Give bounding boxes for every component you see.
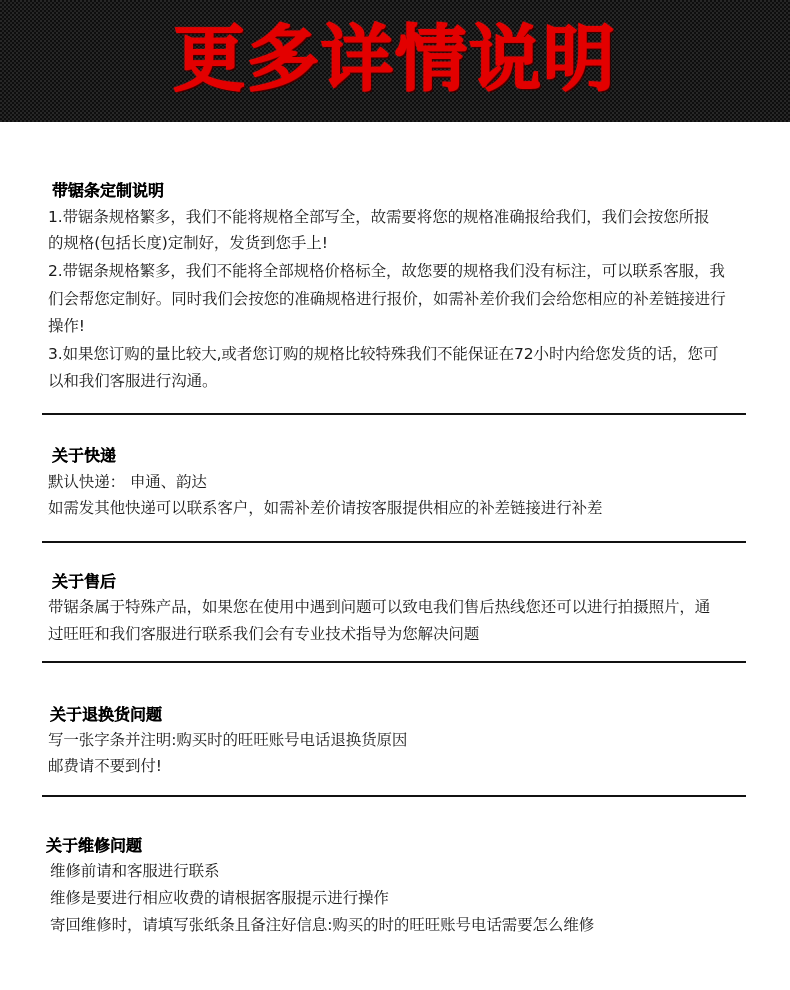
- section-heading: 关于退换货问题: [50, 705, 163, 724]
- section-heading: 带锯条定制说明: [52, 181, 165, 200]
- section-divider: [42, 541, 746, 543]
- text-line: 2.带锯条规格繁多，我们不能将全部规格价格标全，故您要的规格我们没有标注，可以联系客服，我: [48, 262, 725, 280]
- section-heading: 关于快递: [52, 446, 117, 465]
- text-line: 的规格(包括长度)定制好，发货到您手上!: [48, 234, 328, 252]
- text-line: 默认快递： 申通、韵达: [48, 473, 207, 491]
- text-line: 1.带锯条规格繁多，我们不能将规格全部写全，故需要将您的规格准确报给我们，我们会按您所报: [48, 208, 710, 226]
- banner-title: 更多详情说明: [172, 17, 617, 101]
- text-line: 寄回维修时，请填写张纸条且备注好信息:购买的时的旺旺账号电话需要怎么维修: [50, 916, 595, 934]
- text-line: 维修是要进行相应收费的请根据客服提示进行操作: [50, 889, 389, 907]
- text-line: 维修前请和客服进行联系: [50, 862, 220, 880]
- text-line: 邮费请不要到付!: [48, 757, 162, 775]
- section-divider: [42, 661, 746, 663]
- text-line: 们会帮您定制好。同时我们会按您的准确规格进行报价，如需补差价我们会给您相应的补差链接进行: [48, 290, 726, 308]
- text-line: 3.如果您订购的量比较大,或者您订购的规格比较特殊我们不能保证在72小时内给您发货的话，您可: [48, 345, 719, 363]
- text-line: 如需发其他快递可以联系客户，如需补差价请按客服提供相应的补差链接进行补差: [48, 499, 603, 517]
- text-line: 写一张字条并注明:购买时的旺旺账号电话退换货原因: [48, 731, 408, 749]
- section-heading: 关于售后: [52, 572, 117, 591]
- header-banner: [0, 0, 790, 122]
- text-line: 以和我们客服进行沟通。: [48, 372, 218, 390]
- text-line: 操作!: [48, 317, 85, 335]
- section-divider: [42, 413, 746, 415]
- text-line: 带锯条属于特殊产品，如果您在使用中遇到问题可以致电我们售后热线您还可以进行拍摄照片，通: [48, 598, 711, 616]
- section-heading: 关于维修问题: [46, 836, 143, 855]
- text-line: 过旺旺和我们客服进行联系我们会有专业技术指导为您解决问题: [48, 625, 480, 643]
- section-divider: [42, 795, 746, 797]
